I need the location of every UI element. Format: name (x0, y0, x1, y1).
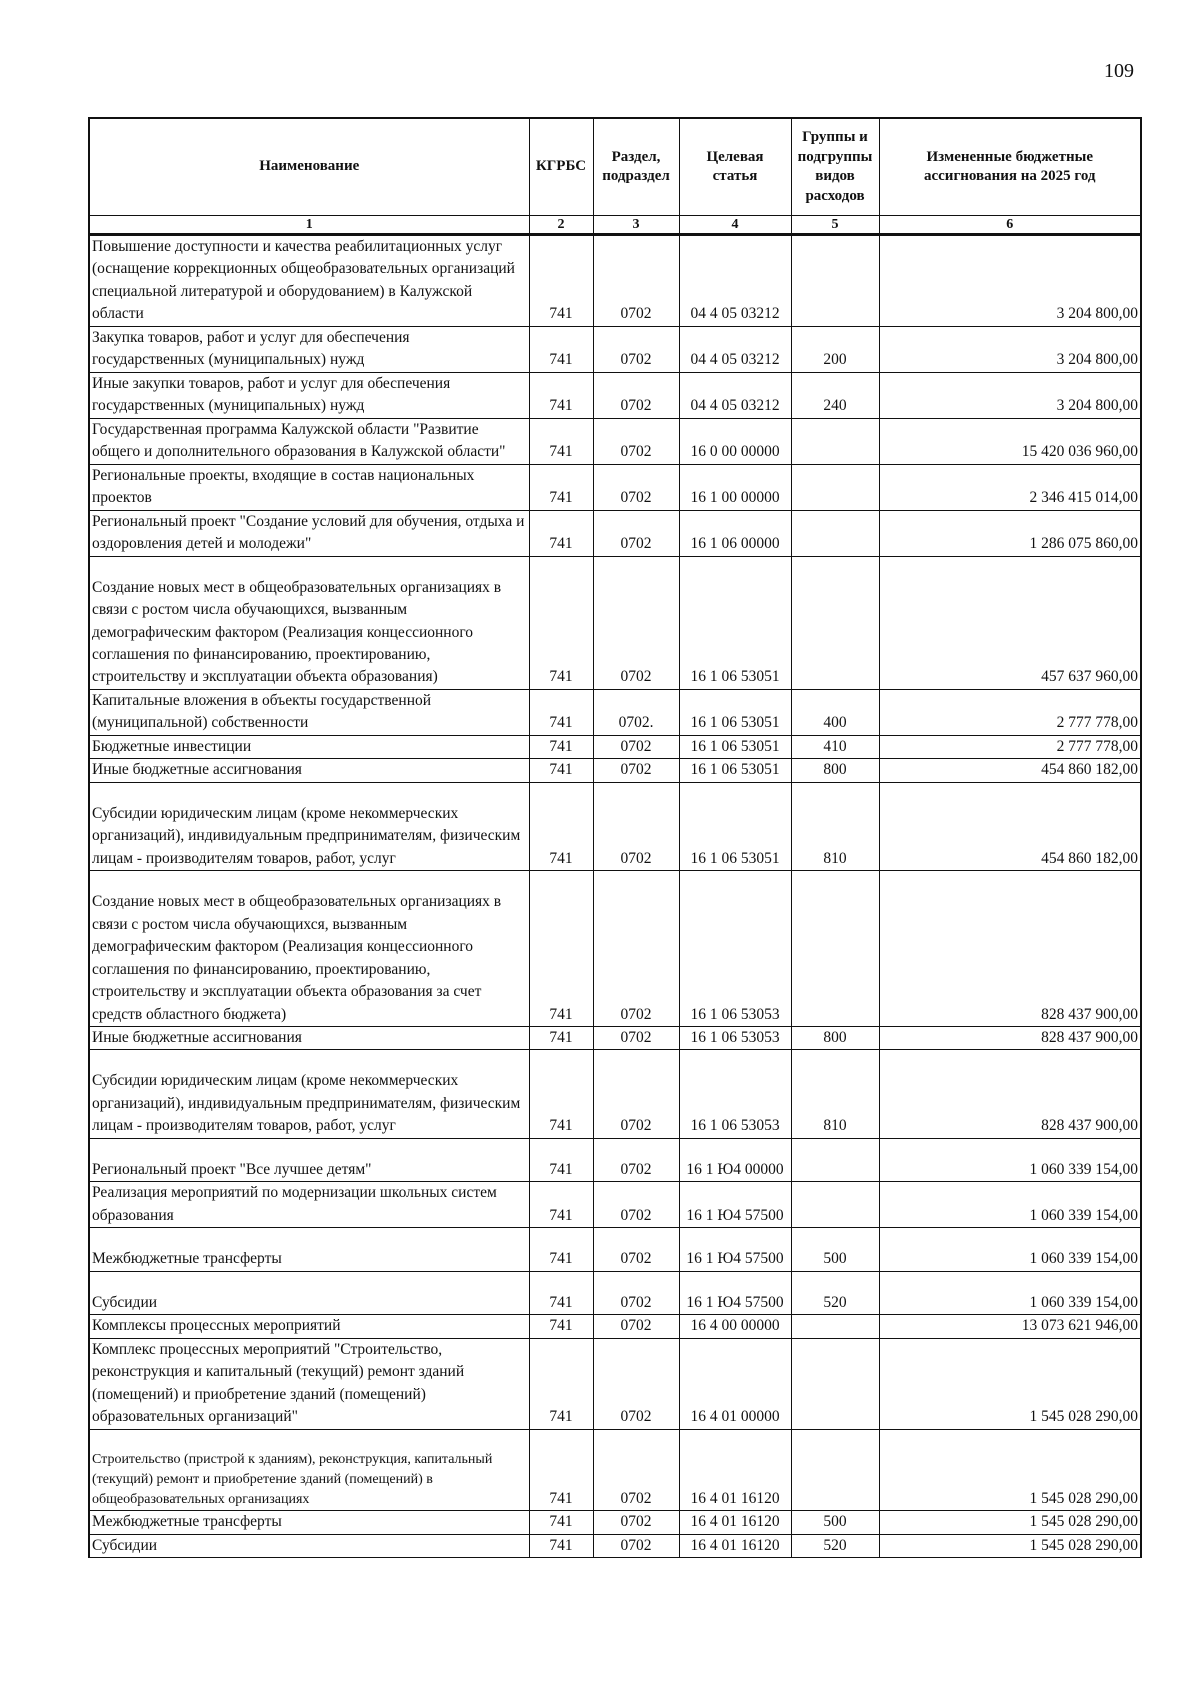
page-number: 109 (1104, 60, 1134, 82)
section-cell: 0702 (593, 1429, 679, 1511)
allocation-cell: 2 346 415 014,00 (879, 464, 1141, 510)
expense-group-cell: 410 (791, 735, 879, 758)
row-name-cell: Капитальные вложения в объекты государственной (муниципальной) собственности (89, 689, 529, 735)
row-name-cell: Региональный проект "Создание условий для обучения, отдыха и оздоровления детей и молодежи" (89, 510, 529, 556)
allocation-cell: 1 060 339 154,00 (879, 1182, 1141, 1228)
allocation-cell: 13 073 621 946,00 (879, 1315, 1141, 1338)
kgrbs-cell: 741 (529, 1138, 593, 1181)
target-article-cell: 16 1 Ю4 57500 (679, 1182, 791, 1228)
expense-group-cell: 500 (791, 1228, 879, 1271)
kgrbs-cell: 741 (529, 1534, 593, 1557)
row-name-cell: Строительство (пристрой к зданиям), реконструкция, капитальный (текущий) ремонт и приобретение зданий (помещений) в общеобразовательных организациях (89, 1429, 529, 1511)
section-cell: 0702 (593, 1050, 679, 1138)
table-row (89, 1315, 1141, 1338)
section-cell: 0702 (593, 871, 679, 1027)
section-cell: 0702 (593, 1315, 679, 1338)
table-row (89, 689, 1141, 735)
section-cell: 0702 (593, 1027, 679, 1050)
table-row (89, 326, 1141, 372)
target-article-cell: 16 1 Ю4 00000 (679, 1138, 791, 1181)
table-row (89, 1511, 1141, 1534)
allocation-cell: 1 286 075 860,00 (879, 510, 1141, 556)
header-row (89, 118, 1141, 216)
section-cell: 0702 (593, 759, 679, 782)
expense-group-cell: 810 (791, 1050, 879, 1138)
row-name-cell: Бюджетные инвестиции (89, 735, 529, 758)
target-article-cell: 04 4 05 03212 (679, 326, 791, 372)
target-article-cell: 16 4 01 16120 (679, 1534, 791, 1557)
header-expense-groups: Группы и подгруппы видов расходов (791, 118, 879, 216)
kgrbs-cell: 741 (529, 782, 593, 870)
row-name-cell: Субсидии (89, 1271, 529, 1314)
column-number: 3 (593, 216, 679, 235)
section-cell: 0702 (593, 1338, 679, 1429)
row-name-cell: Повышение доступности и качества реабилитационных услуг (оснащение коррекционных общеобразовательных организаций специальной литературой и оборудованием) в Калужской области (89, 235, 529, 327)
table-row (89, 1182, 1141, 1228)
table-row (89, 759, 1141, 782)
expense-group-cell (791, 464, 879, 510)
expense-group-cell: 400 (791, 689, 879, 735)
table-row (89, 1050, 1141, 1138)
target-article-cell: 16 1 Ю4 57500 (679, 1271, 791, 1314)
target-article-cell: 16 4 01 00000 (679, 1338, 791, 1429)
kgrbs-cell: 741 (529, 510, 593, 556)
section-cell: 0702 (593, 1511, 679, 1534)
expense-group-cell (791, 418, 879, 464)
header-allocations: Измененные бюджетные ассигнования на 2025 год (879, 118, 1141, 216)
budget-table (88, 117, 1142, 1558)
kgrbs-cell: 741 (529, 871, 593, 1027)
allocation-cell: 2 777 778,00 (879, 735, 1141, 758)
expense-group-cell (791, 556, 879, 689)
allocation-cell: 1 545 028 290,00 (879, 1338, 1141, 1429)
section-cell: 0702 (593, 464, 679, 510)
section-cell: 0702 (593, 372, 679, 418)
header-kgrbs: КГРБС (529, 118, 593, 216)
target-article-cell: 16 1 Ю4 57500 (679, 1228, 791, 1271)
row-name-cell: Межбюджетные трансферты (89, 1228, 529, 1271)
target-article-cell: 16 4 01 16120 (679, 1429, 791, 1511)
table-row (89, 735, 1141, 758)
allocation-cell: 1 060 339 154,00 (879, 1228, 1141, 1271)
allocation-cell: 1 060 339 154,00 (879, 1271, 1141, 1314)
expense-group-cell (791, 1315, 879, 1338)
kgrbs-cell: 741 (529, 235, 593, 327)
column-number: 4 (679, 216, 791, 235)
target-article-cell: 04 4 05 03212 (679, 372, 791, 418)
allocation-cell: 2 777 778,00 (879, 689, 1141, 735)
expense-group-cell (791, 235, 879, 327)
target-article-cell: 16 1 06 53051 (679, 735, 791, 758)
column-number-row (89, 216, 1141, 235)
target-article-cell: 16 1 06 53053 (679, 1027, 791, 1050)
section-cell: 0702. (593, 689, 679, 735)
row-name-cell: Межбюджетные трансферты (89, 1511, 529, 1534)
expense-group-cell: 520 (791, 1271, 879, 1314)
kgrbs-cell: 741 (529, 1228, 593, 1271)
row-name-cell: Создание новых мест в общеобразовательных организациях в связи с ростом числа обучающихся, вызванным демографическим фактором (Реализация концессионного соглашения по финансированию, проектированию, строительству и эксплуатации объекта образования) (89, 556, 529, 689)
expense-group-cell: 800 (791, 759, 879, 782)
kgrbs-cell: 741 (529, 1429, 593, 1511)
allocation-cell: 1 545 028 290,00 (879, 1429, 1141, 1511)
section-cell: 0702 (593, 556, 679, 689)
kgrbs-cell: 741 (529, 759, 593, 782)
column-number: 5 (791, 216, 879, 235)
table-row (89, 556, 1141, 689)
expense-group-cell: 200 (791, 326, 879, 372)
row-name-cell: Иные бюджетные ассигнования (89, 759, 529, 782)
target-article-cell: 16 4 00 00000 (679, 1315, 791, 1338)
row-name-cell: Закупка товаров, работ и услуг для обеспечения государственных (муниципальных) нужд (89, 326, 529, 372)
target-article-cell: 16 1 00 00000 (679, 464, 791, 510)
table-row (89, 1138, 1141, 1181)
allocation-cell: 15 420 036 960,00 (879, 418, 1141, 464)
column-number: 1 (89, 216, 529, 235)
allocation-cell: 828 437 900,00 (879, 871, 1141, 1027)
allocation-cell: 1 545 028 290,00 (879, 1534, 1141, 1557)
row-name-cell: Реализация мероприятий по модернизации школьных систем образования (89, 1182, 529, 1228)
section-cell: 0702 (593, 1534, 679, 1557)
kgrbs-cell: 741 (529, 418, 593, 464)
section-cell: 0702 (593, 782, 679, 870)
expense-group-cell (791, 510, 879, 556)
row-name-cell: Иные закупки товаров, работ и услуг для обеспечения государственных (муниципальных) нужд (89, 372, 529, 418)
section-cell: 0702 (593, 1138, 679, 1181)
kgrbs-cell: 741 (529, 1271, 593, 1314)
kgrbs-cell: 741 (529, 464, 593, 510)
table-row (89, 871, 1141, 1027)
row-name-cell: Региональный проект "Все лучшее детям" (89, 1138, 529, 1181)
column-number: 2 (529, 216, 593, 235)
expense-group-cell (791, 1429, 879, 1511)
row-name-cell: Субсидии юридическим лицам (кроме некоммерческих организаций), индивидуальным предпринимателям, физическим лицам - производителям товаров, работ, услуг (89, 1050, 529, 1138)
row-name-cell: Создание новых мест в общеобразовательных организациях в связи с ростом числа обучающихся, вызванным демографическим фактором (Реализация концессионного соглашения по финансированию, проектированию, строительству и эксплуатации объекта образования за счет средств областного бюджета) (89, 871, 529, 1027)
allocation-cell: 457 637 960,00 (879, 556, 1141, 689)
table-row (89, 782, 1141, 870)
expense-group-cell (791, 1138, 879, 1181)
target-article-cell: 16 1 06 53051 (679, 759, 791, 782)
allocation-cell: 454 860 182,00 (879, 782, 1141, 870)
target-article-cell: 16 4 01 16120 (679, 1511, 791, 1534)
allocation-cell: 3 204 800,00 (879, 326, 1141, 372)
allocation-cell: 828 437 900,00 (879, 1050, 1141, 1138)
expense-group-cell: 240 (791, 372, 879, 418)
target-article-cell: 16 1 06 53053 (679, 1050, 791, 1138)
row-name-cell: Региональные проекты, входящие в состав национальных проектов (89, 464, 529, 510)
kgrbs-cell: 741 (529, 1315, 593, 1338)
section-cell: 0702 (593, 1182, 679, 1228)
allocation-cell: 3 204 800,00 (879, 372, 1141, 418)
allocation-cell: 1 060 339 154,00 (879, 1138, 1141, 1181)
table-row (89, 418, 1141, 464)
header-section: Раздел, подраздел (593, 118, 679, 216)
kgrbs-cell: 741 (529, 1027, 593, 1050)
section-cell: 0702 (593, 418, 679, 464)
target-article-cell: 16 1 06 53051 (679, 689, 791, 735)
allocation-cell: 828 437 900,00 (879, 1027, 1141, 1050)
table-row (89, 1271, 1141, 1314)
table-row (89, 1228, 1141, 1271)
kgrbs-cell: 741 (529, 372, 593, 418)
table-row (89, 372, 1141, 418)
section-cell: 0702 (593, 735, 679, 758)
header-name: Наименование (89, 118, 529, 216)
table-row (89, 1338, 1141, 1429)
kgrbs-cell: 741 (529, 689, 593, 735)
section-cell: 0702 (593, 510, 679, 556)
expense-group-cell (791, 871, 879, 1027)
target-article-cell: 16 1 06 53053 (679, 871, 791, 1027)
row-name-cell: Комплексы процессных мероприятий (89, 1315, 529, 1338)
expense-group-cell (791, 1338, 879, 1429)
table-row (89, 510, 1141, 556)
expense-group-cell: 520 (791, 1534, 879, 1557)
row-name-cell: Субсидии (89, 1534, 529, 1557)
table-row (89, 1027, 1141, 1050)
expense-group-cell: 810 (791, 782, 879, 870)
allocation-cell: 454 860 182,00 (879, 759, 1141, 782)
allocation-cell: 1 545 028 290,00 (879, 1511, 1141, 1534)
target-article-cell: 16 1 06 53051 (679, 782, 791, 870)
column-number: 6 (879, 216, 1141, 235)
kgrbs-cell: 741 (529, 1338, 593, 1429)
kgrbs-cell: 741 (529, 1182, 593, 1228)
row-name-cell: Комплекс процессных мероприятий "Строительство, реконструкция и капитальный (текущий) ремонт зданий (помещений) и приобретение зданий (помещений) образовательных организаций" (89, 1338, 529, 1429)
kgrbs-cell: 741 (529, 735, 593, 758)
target-article-cell: 04 4 05 03212 (679, 235, 791, 327)
section-cell: 0702 (593, 326, 679, 372)
kgrbs-cell: 741 (529, 1511, 593, 1534)
target-article-cell: 16 0 00 00000 (679, 418, 791, 464)
section-cell: 0702 (593, 1271, 679, 1314)
section-cell: 0702 (593, 1228, 679, 1271)
row-name-cell: Иные бюджетные ассигнования (89, 1027, 529, 1050)
table-row (89, 235, 1141, 327)
table-row (89, 1534, 1141, 1557)
table-row (89, 464, 1141, 510)
kgrbs-cell: 741 (529, 1050, 593, 1138)
kgrbs-cell: 741 (529, 326, 593, 372)
row-name-cell: Государственная программа Калужской области "Развитие общего и дополнительного образования в Калужской области" (89, 418, 529, 464)
target-article-cell: 16 1 06 53051 (679, 556, 791, 689)
allocation-cell: 3 204 800,00 (879, 235, 1141, 327)
row-name-cell: Субсидии юридическим лицам (кроме некоммерческих организаций), индивидуальным предпринимателям, физическим лицам - производителям товаров, работ, услуг (89, 782, 529, 870)
expense-group-cell (791, 1182, 879, 1228)
table-row (89, 1429, 1141, 1511)
target-article-cell: 16 1 06 00000 (679, 510, 791, 556)
expense-group-cell: 800 (791, 1027, 879, 1050)
header-target-article: Целевая статья (679, 118, 791, 216)
expense-group-cell: 500 (791, 1511, 879, 1534)
kgrbs-cell: 741 (529, 556, 593, 689)
section-cell: 0702 (593, 235, 679, 327)
